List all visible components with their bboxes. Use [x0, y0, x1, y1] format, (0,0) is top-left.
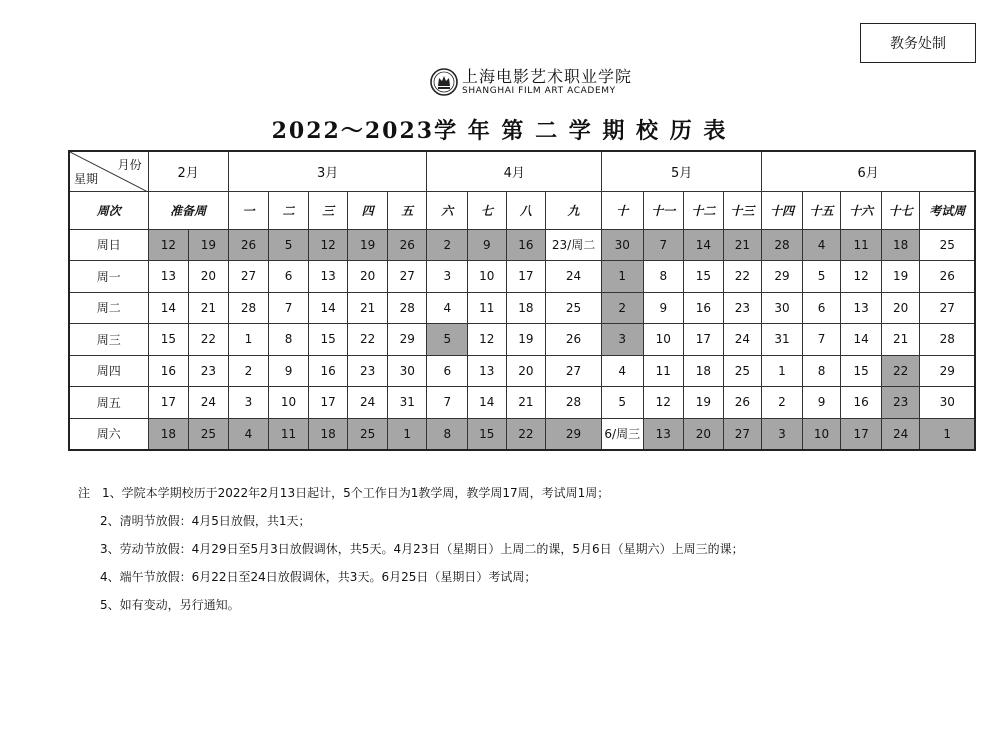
- date-cell: 23: [723, 292, 762, 324]
- date-cell: 5: [802, 261, 841, 293]
- week-cell: 十二: [684, 191, 724, 229]
- table-row: [69, 261, 975, 293]
- date-cell: 28: [762, 229, 803, 261]
- date-cell: 20: [684, 418, 724, 450]
- date-cell: 26: [546, 324, 602, 356]
- date-cell: 4: [802, 229, 841, 261]
- date-cell: 7: [269, 292, 309, 324]
- corner-weekday-label: 星期: [74, 171, 99, 186]
- date-cell: 19: [506, 324, 546, 356]
- date-cell: 16: [308, 355, 348, 387]
- date-cell: 31: [762, 324, 803, 356]
- date-cell: 8: [643, 261, 684, 293]
- date-cell: 29: [546, 418, 602, 450]
- month-cell: 6月: [762, 151, 975, 191]
- month-cell: 2月: [148, 151, 228, 191]
- weekday-label-cell: 周日: [69, 229, 148, 261]
- date-cell: 25: [348, 418, 388, 450]
- date-cell: 10: [643, 324, 684, 356]
- date-cell: 6/周三: [601, 418, 643, 450]
- note-item: 3、劳动节放假：4月29日至5月3日放假调休，共5天。4月23日（星期日）上周二的课，5月6日（星期六）上周三的课；: [100, 542, 744, 556]
- date-cell: 18: [148, 418, 189, 450]
- date-cell: 15: [468, 418, 507, 450]
- date-cell: 23: [881, 387, 920, 419]
- week-header-row: [69, 191, 975, 229]
- date-cell: 28: [387, 292, 427, 324]
- week-cell: 考试周: [920, 191, 975, 229]
- date-cell: 12: [468, 324, 507, 356]
- date-cell: 21: [723, 229, 762, 261]
- page-title: 2022～2023学 年 第 二 学 期 校 历 表: [271, 118, 728, 144]
- date-cell: 5: [269, 229, 309, 261]
- date-cell: 26: [387, 229, 427, 261]
- date-cell: 28: [228, 292, 269, 324]
- date-cell: 15: [308, 324, 348, 356]
- date-cell: 16: [841, 387, 882, 419]
- school-name-en: SHANGHAI FILM ART ACADEMY: [462, 85, 616, 96]
- date-cell: 20: [189, 261, 229, 293]
- date-cell: 1: [387, 418, 427, 450]
- date-cell: 25: [920, 229, 975, 261]
- weekday-label-cell: 周六: [69, 418, 148, 450]
- school-calendar-table: [68, 150, 976, 451]
- date-cell: 18: [308, 418, 348, 450]
- corner-month-label: 月份: [117, 158, 142, 172]
- date-cell: 24: [189, 387, 229, 419]
- date-cell: 14: [841, 324, 882, 356]
- date-cell: 14: [684, 229, 724, 261]
- date-cell: 28: [546, 387, 602, 419]
- note-item: 注 1、学院本学期校历于2022年2月13日起计，5个工作日为1教学周，教学周17周，考试周1周；: [78, 486, 610, 500]
- date-cell: 19: [684, 387, 724, 419]
- date-cell: 24: [348, 387, 388, 419]
- date-cell: 24: [723, 324, 762, 356]
- date-cell: 8: [427, 418, 468, 450]
- date-cell: 16: [684, 292, 724, 324]
- date-cell: 19: [881, 261, 920, 293]
- week-cell: 十: [601, 191, 643, 229]
- weekday-label-cell: 周五: [69, 387, 148, 419]
- date-cell: 20: [506, 355, 546, 387]
- school-logo: [430, 66, 632, 98]
- date-cell: 7: [643, 229, 684, 261]
- date-cell: 26: [920, 261, 975, 293]
- date-cell: 2: [427, 229, 468, 261]
- date-cell: 7: [802, 324, 841, 356]
- date-cell: 1: [601, 261, 643, 293]
- date-cell: 18: [506, 292, 546, 324]
- date-cell: 12: [148, 229, 189, 261]
- date-cell: 27: [387, 261, 427, 293]
- date-cell: 11: [468, 292, 507, 324]
- date-cell: 14: [468, 387, 507, 419]
- date-cell: 16: [506, 229, 546, 261]
- date-cell: 15: [684, 261, 724, 293]
- week-cell: 二: [269, 191, 309, 229]
- week-cell: 一: [228, 191, 269, 229]
- school-name-cn: 上海电影艺术职业学院: [462, 66, 633, 86]
- date-cell: 7: [427, 387, 468, 419]
- date-cell: 30: [920, 387, 975, 419]
- date-cell: 28: [920, 324, 975, 356]
- date-cell: 25: [546, 292, 602, 324]
- table-row: [69, 418, 975, 450]
- date-cell: 13: [148, 261, 189, 293]
- academy-emblem-icon: [430, 68, 458, 96]
- week-cell: 准备周: [148, 191, 228, 229]
- date-cell: 26: [228, 229, 269, 261]
- date-cell: 20: [348, 261, 388, 293]
- date-cell: 22: [723, 261, 762, 293]
- date-cell: 30: [601, 229, 643, 261]
- date-cell: 30: [762, 292, 803, 324]
- date-cell: 4: [427, 292, 468, 324]
- weekday-label-cell: 周四: [69, 355, 148, 387]
- week-cell: 十三: [723, 191, 762, 229]
- date-cell: 8: [269, 324, 309, 356]
- month-cell: 4月: [427, 151, 601, 191]
- date-cell: 2: [762, 387, 803, 419]
- date-cell: 21: [189, 292, 229, 324]
- date-cell: 24: [881, 418, 920, 450]
- date-cell: 26: [723, 387, 762, 419]
- date-cell: 11: [841, 229, 882, 261]
- date-cell: 9: [643, 292, 684, 324]
- date-cell: 5: [601, 387, 643, 419]
- date-cell: 27: [920, 292, 975, 324]
- month-cell: 5月: [601, 151, 761, 191]
- date-cell: 9: [269, 355, 309, 387]
- date-cell: 22: [506, 418, 546, 450]
- date-cell: 13: [468, 355, 507, 387]
- date-cell: 18: [881, 229, 920, 261]
- date-cell: 9: [802, 387, 841, 419]
- date-cell: 17: [308, 387, 348, 419]
- date-cell: 10: [802, 418, 841, 450]
- week-cell: 五: [387, 191, 427, 229]
- date-cell: 10: [269, 387, 309, 419]
- date-cell: 2: [601, 292, 643, 324]
- table-row: [69, 387, 975, 419]
- date-cell: 24: [546, 261, 602, 293]
- date-cell: 9: [468, 229, 507, 261]
- week-cell: 八: [506, 191, 546, 229]
- date-cell: 21: [881, 324, 920, 356]
- week-cell: 十一: [643, 191, 684, 229]
- date-cell: 18: [684, 355, 724, 387]
- date-cell: 8: [802, 355, 841, 387]
- weekday-label-cell: 周一: [69, 261, 148, 293]
- date-cell: 5: [427, 324, 468, 356]
- date-cell: 31: [387, 387, 427, 419]
- corner-header-cell: [69, 151, 148, 191]
- date-cell: 22: [189, 324, 229, 356]
- date-cell: 15: [841, 355, 882, 387]
- month-header-row: [69, 151, 975, 191]
- date-cell: 30: [387, 355, 427, 387]
- table-row: [69, 355, 975, 387]
- date-cell: 29: [920, 355, 975, 387]
- week-cell: 四: [348, 191, 388, 229]
- date-cell: 3: [228, 387, 269, 419]
- date-cell: 20: [881, 292, 920, 324]
- weekday-label-cell: 周三: [69, 324, 148, 356]
- week-cell: 十四: [762, 191, 803, 229]
- week-cell: 十五: [802, 191, 841, 229]
- date-cell: 1: [762, 355, 803, 387]
- week-cell: 七: [468, 191, 507, 229]
- date-cell: 6: [802, 292, 841, 324]
- date-cell: 13: [841, 292, 882, 324]
- date-cell: 21: [506, 387, 546, 419]
- table-row: [69, 292, 975, 324]
- note-item: 5、如有变动，另行通知。: [100, 598, 240, 612]
- date-cell: 1: [920, 418, 975, 450]
- week-header-cell: 周次: [69, 191, 148, 229]
- week-cell: 九: [546, 191, 602, 229]
- date-cell: 11: [643, 355, 684, 387]
- date-cell: 21: [348, 292, 388, 324]
- date-cell: 11: [269, 418, 309, 450]
- date-cell: 14: [308, 292, 348, 324]
- office-label: 教务处制: [860, 23, 976, 63]
- date-cell: 29: [387, 324, 427, 356]
- date-cell: 6: [269, 261, 309, 293]
- date-cell: 4: [228, 418, 269, 450]
- date-cell: 23: [189, 355, 229, 387]
- note-item: 2、清明节放假：4月5日放假，共1天；: [100, 514, 311, 528]
- date-cell: 3: [762, 418, 803, 450]
- date-cell: 17: [506, 261, 546, 293]
- date-cell: 3: [601, 324, 643, 356]
- date-cell: 22: [881, 355, 920, 387]
- date-cell: 27: [546, 355, 602, 387]
- date-cell: 29: [762, 261, 803, 293]
- date-cell: 1: [228, 324, 269, 356]
- date-cell: 4: [601, 355, 643, 387]
- date-cell: 10: [468, 261, 507, 293]
- note-item: 4、端午节放假：6月22日至24日放假调休，共3天。6月25日（星期日）考试周；: [100, 570, 537, 584]
- week-cell: 十六: [841, 191, 882, 229]
- week-cell: 十七: [881, 191, 920, 229]
- date-cell: 23: [348, 355, 388, 387]
- date-cell: 13: [643, 418, 684, 450]
- date-cell: 19: [189, 229, 229, 261]
- date-cell: 12: [841, 261, 882, 293]
- date-cell: 14: [148, 292, 189, 324]
- date-cell: 17: [841, 418, 882, 450]
- date-cell: 13: [308, 261, 348, 293]
- date-cell: 12: [308, 229, 348, 261]
- date-cell: 16: [148, 355, 189, 387]
- date-cell: 25: [189, 418, 229, 450]
- date-cell: 23/周二: [546, 229, 602, 261]
- weekday-label-cell: 周二: [69, 292, 148, 324]
- month-cell: 3月: [228, 151, 427, 191]
- date-cell: 25: [723, 355, 762, 387]
- date-cell: 19: [348, 229, 388, 261]
- date-cell: 15: [148, 324, 189, 356]
- week-cell: 三: [308, 191, 348, 229]
- date-cell: 27: [723, 418, 762, 450]
- week-cell: 六: [427, 191, 468, 229]
- date-cell: 12: [643, 387, 684, 419]
- date-cell: 6: [427, 355, 468, 387]
- date-cell: 17: [684, 324, 724, 356]
- table-row: [69, 324, 975, 356]
- date-cell: 27: [228, 261, 269, 293]
- date-cell: 22: [348, 324, 388, 356]
- table-row: [69, 229, 975, 261]
- date-cell: 2: [228, 355, 269, 387]
- date-cell: 17: [148, 387, 189, 419]
- date-cell: 3: [427, 261, 468, 293]
